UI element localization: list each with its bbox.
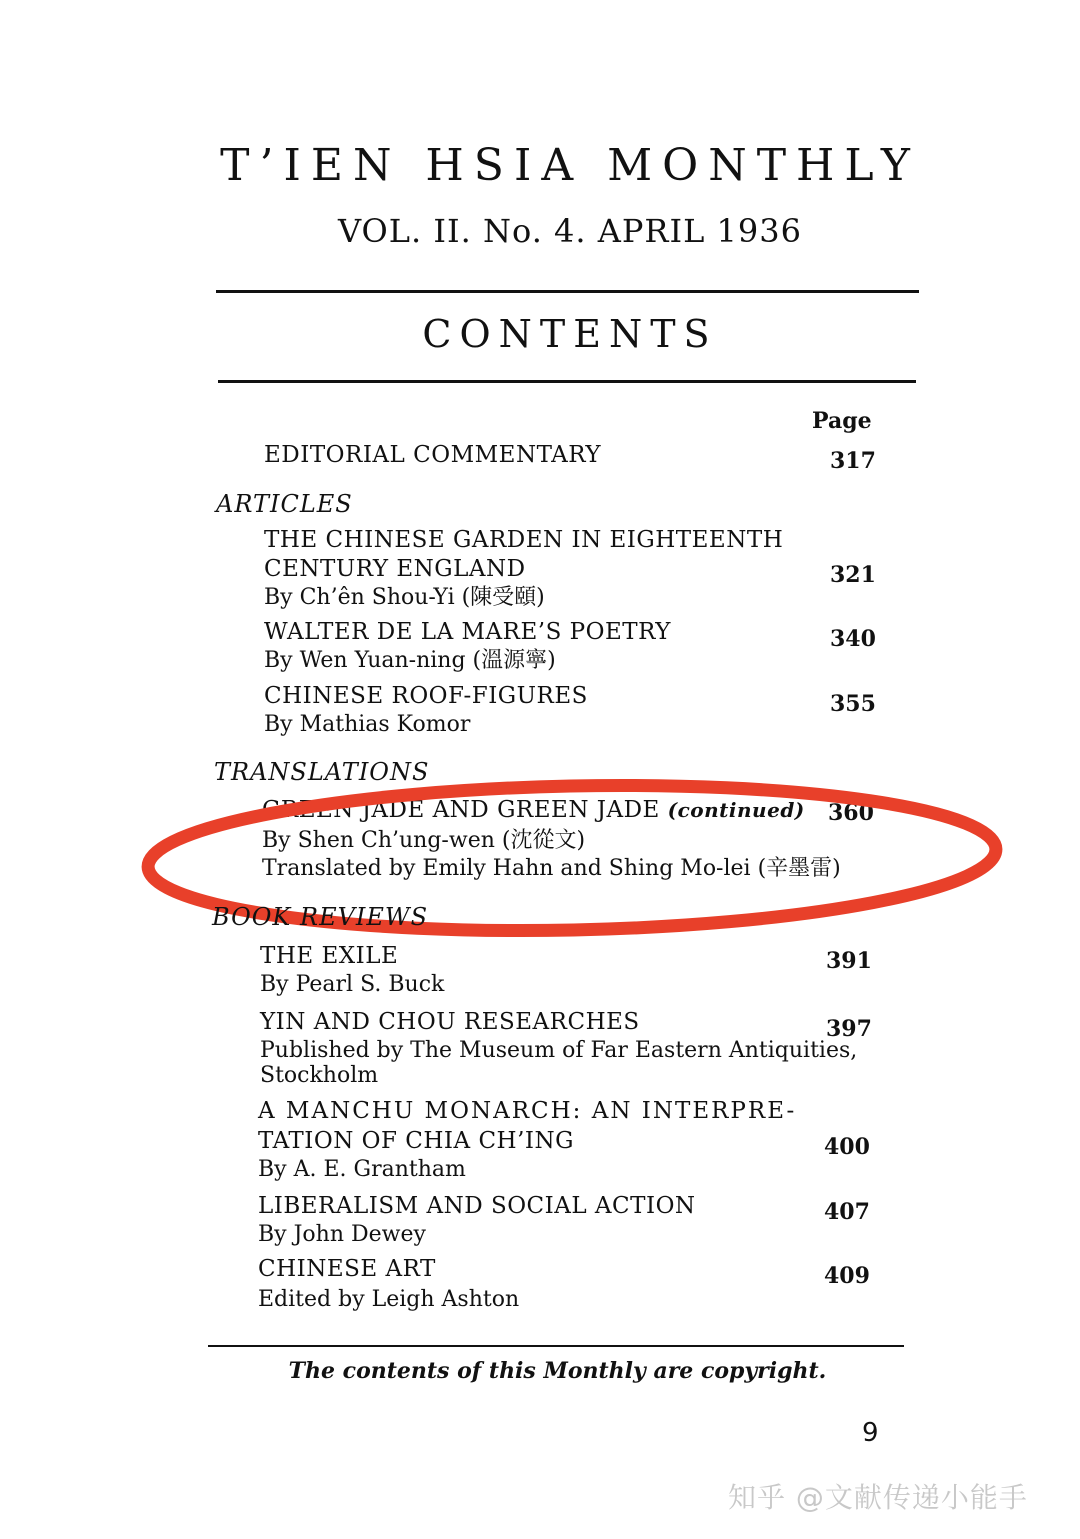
article-2-page: 340 bbox=[830, 626, 876, 652]
review-5-page: 409 bbox=[824, 1263, 870, 1289]
review-1-page: 391 bbox=[826, 948, 872, 974]
journal-title: T’IEN HSIA MONTHLY bbox=[220, 140, 920, 191]
top-divider bbox=[216, 290, 919, 293]
review-4-byline: By John Dewey bbox=[258, 1222, 426, 1247]
page-number: 9 bbox=[862, 1418, 879, 1448]
review-3-title-line1: A MANCHU MONARCH: AN INTERPRE- bbox=[258, 1098, 797, 1124]
review-2-byline: Published by The Museum of Far Eastern Antiquities, bbox=[260, 1038, 858, 1063]
translation-1-translator: Translated by Emily Hahn and Shing Mo-lei (辛墨雷) bbox=[262, 856, 841, 881]
review-1-byline: By Pearl S. Buck bbox=[260, 972, 445, 997]
review-3-page: 400 bbox=[824, 1134, 870, 1160]
translation-1-title-text: GREEN JADE AND GREEN JADE bbox=[262, 797, 660, 823]
review-3-title-line2: TATION OF CHIA CH’ING bbox=[258, 1128, 574, 1154]
article-1-title-line2: CENTURY ENGLAND bbox=[264, 556, 526, 582]
article-2-title: WALTER DE LA MARE’S POETRY bbox=[264, 619, 671, 645]
book-reviews-heading: BOOK REVIEWS bbox=[212, 903, 429, 931]
review-1-title: THE EXILE bbox=[260, 943, 399, 969]
review-4-title: LIBERALISM AND SOCIAL ACTION bbox=[258, 1193, 696, 1219]
copyright-note: The contents of this Monthly are copyright. bbox=[288, 1358, 827, 1384]
review-2-page: 397 bbox=[826, 1016, 872, 1042]
watermark-text: 知乎 @文献传递小能手 bbox=[728, 1481, 1028, 1514]
article-3-title: CHINESE ROOF-FIGURES bbox=[264, 683, 588, 709]
article-3-byline: By Mathias Komor bbox=[264, 712, 471, 737]
bottom-divider bbox=[208, 1345, 904, 1347]
translation-1-title-suffix: (continued) bbox=[667, 798, 805, 822]
review-5-title: CHINESE ART bbox=[258, 1256, 436, 1282]
article-3-page: 355 bbox=[830, 691, 876, 717]
review-3-byline: By A. E. Grantham bbox=[258, 1157, 466, 1182]
editorial-page: 317 bbox=[830, 448, 876, 474]
article-1-title-line1: THE CHINESE GARDEN IN EIGHTEENTH bbox=[264, 527, 784, 553]
review-4-page: 407 bbox=[824, 1199, 870, 1225]
issue-line: VOL. II. No. 4. APRIL 1936 bbox=[338, 212, 802, 250]
translation-1-byline: By Shen Ch’ung-wen (沈從文) bbox=[262, 828, 586, 853]
page-column-label: Page bbox=[812, 408, 872, 434]
translation-1-page: 360 bbox=[828, 800, 874, 826]
contents-divider bbox=[218, 380, 916, 383]
translations-heading: TRANSLATIONS bbox=[214, 758, 430, 786]
article-2-byline: By Wen Yuan-ning (溫源寧) bbox=[264, 648, 556, 673]
review-2-title: YIN AND CHOU RESEARCHES bbox=[260, 1009, 640, 1035]
contents-heading: CONTENTS bbox=[422, 312, 718, 356]
editorial-title: EDITORIAL COMMENTARY bbox=[264, 442, 602, 468]
article-1-byline: By Ch’ên Shou-Yi (陳受頤) bbox=[264, 585, 545, 610]
review-2-byline-line2: Stockholm bbox=[260, 1063, 379, 1088]
article-1-page: 321 bbox=[830, 562, 876, 588]
articles-heading: ARTICLES bbox=[216, 490, 353, 518]
review-5-byline: Edited by Leigh Ashton bbox=[258, 1287, 520, 1312]
